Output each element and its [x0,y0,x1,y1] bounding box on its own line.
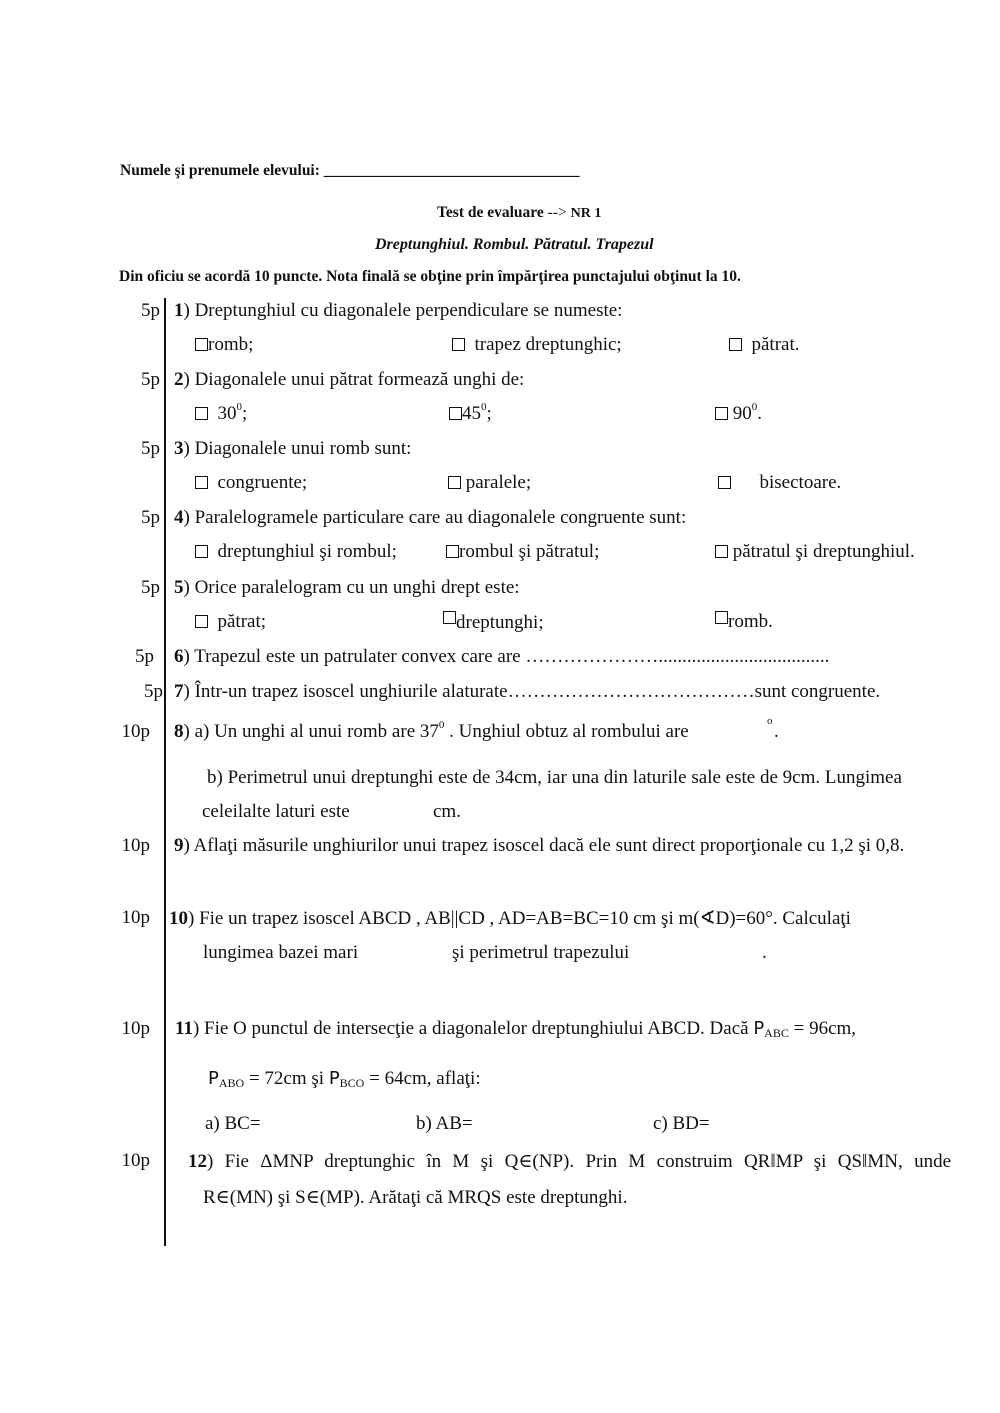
q6-points: 5p [135,646,154,667]
q8a-end: . [774,721,779,742]
q4-option-3[interactable]: pătratul şi dreptunghiul. [715,541,915,563]
q1-points: 5p [141,300,160,321]
student-name-blank[interactable]: _________________________________ [323,162,580,179]
q8-points: 10p [121,721,150,742]
q2-option-3[interactable]: $90^0$. [715,403,762,425]
q4-option-2[interactable]: rombul şi pătratul; [446,541,599,563]
q10-line2a: lungimea bazei mari [203,942,359,963]
test-title: Test de evaluare --> NR 1 [437,204,602,221]
q2-option-1[interactable]: $30^0$; [195,403,247,425]
checkbox-icon[interactable] [715,611,728,624]
q4-option-1[interactable]: dreptunghiul şi rombul; [195,541,397,563]
checkbox-icon[interactable] [715,545,728,558]
q11-points: 10p [121,1018,150,1039]
checkbox-icon[interactable] [195,615,208,628]
q1-option-1[interactable]: romb; [195,334,253,356]
q7-text: 7) Într-un trapez isoscel unghiurile alaturate…………………………………sunt congruente. [174,681,881,702]
q1-option-2[interactable]: trapez dreptunghic; [452,334,622,356]
q2-points: 5p [141,369,160,390]
checkbox-icon[interactable] [443,611,456,624]
student-name-label: Numele şi prenumele elevului: [120,162,324,179]
checkbox-icon[interactable] [195,407,208,420]
q2-option-2[interactable]: $45^0$; [449,403,492,425]
checkbox-icon[interactable] [729,338,742,351]
q2-text: 2) Diagonalele unui pătrat formează unghi de: [174,369,525,390]
q8a-degree: o [767,715,773,727]
q8a-text: 8) a) Un unghi al unui romb are $37^0$ . Unghiul obtuz al rombului are [174,719,689,742]
q8b-line2: celeilalte laturi este [202,801,350,822]
q12-line2: R∈(MN) şi S∈(MP). Arătaţi că MRQS este dreptunghi. [203,1187,628,1208]
q8b-line1: b) Perimetrul unui dreptunghi este de 34cm, iar una din laturile sale este de 9cm. Lungimea [207,767,902,788]
q11-text: 11) Fie O punctul de intersecţie a diagonalelor dreptunghiului ABCD. Dacă PABC = 96cm, [175,1018,857,1040]
q1-text: 1) Dreptunghiul cu diagonalele perpendiculare se numeste: [174,300,623,321]
checkbox-icon[interactable] [452,338,465,351]
q11-answer-b[interactable]: b) AB= [416,1113,473,1134]
q5-points: 5p [141,577,160,598]
test-subtitle: Dreptunghiul. Rombul. Pătratul. Trapezul [375,236,654,253]
q5-option-2[interactable]: dreptunghi; [443,611,544,634]
checkbox-icon[interactable] [195,476,208,489]
q11-answer-a[interactable]: a) BC= [205,1113,261,1134]
checkbox-icon[interactable] [715,407,728,420]
q5-option-1[interactable]: pătrat; [195,611,266,633]
checkbox-icon[interactable] [448,476,461,489]
checkbox-icon[interactable] [449,407,462,420]
q3-option-3[interactable]: bisectoare. [718,472,841,494]
q10-text: 10) Fie un trapez isoscel ABCD , AB||CD , AD=AB=BC=10 cm şi m(∢D)=60°. Calculaţi [169,908,851,929]
q6-text: 6) Trapezul este un patrulater convex care are ………………….................................... [174,646,830,667]
q9-points: 10p [121,835,150,856]
q10-points: 10p [121,907,150,928]
q12-text: 12) Fie ΔMNP dreptunghic în M şi Q∈(NP). Prin M construim QR‖MP şi QS‖MN, unde [188,1151,951,1172]
q5-text: 5) Orice paralelogram cu un unghi drept este: [174,577,520,598]
student-name-field[interactable] [120,162,580,180]
q3-option-2[interactable]: paralele; [448,472,531,494]
checkbox-icon[interactable] [195,545,208,558]
q9-text: 9) Aflaţi măsurile unghiurilor unui trapez isoscel dacă ele sunt direct proporţionale cu 1,2 şi 0,8. [174,835,905,856]
margin-line [164,298,166,1246]
q4-text: 4) Paralelogramele particulare care au diagonalele congruente sunt: [174,507,687,528]
q3-option-1[interactable]: congruente; [195,472,307,494]
q3-points: 5p [141,438,160,459]
q12-points: 10p [121,1150,150,1171]
q3-text: 3) Diagonalele unui romb sunt: [174,438,412,459]
checkbox-icon[interactable] [446,545,459,558]
checkbox-icon[interactable] [718,476,731,489]
q7-points: 5p [144,681,163,702]
q11-line2: PABO = 72cm şi PBCO = 64cm, aflaţi: [208,1068,481,1090]
q8b-unit: cm. [433,801,461,822]
q11-answer-c[interactable]: c) BD= [653,1113,710,1134]
q1-option-3[interactable]: pătrat. [729,334,800,356]
q10-line2b: şi perimetrul trapezului [452,942,630,963]
q5-option-3[interactable]: romb. [715,611,773,633]
q10-line2c: . [762,942,767,963]
instructions: Din oficiu se acordă 10 puncte. Nota finală se obţine prin împărţirea punctajului obţinut la 10. [119,268,741,285]
q4-points: 5p [141,507,160,528]
checkbox-icon[interactable] [195,338,208,351]
